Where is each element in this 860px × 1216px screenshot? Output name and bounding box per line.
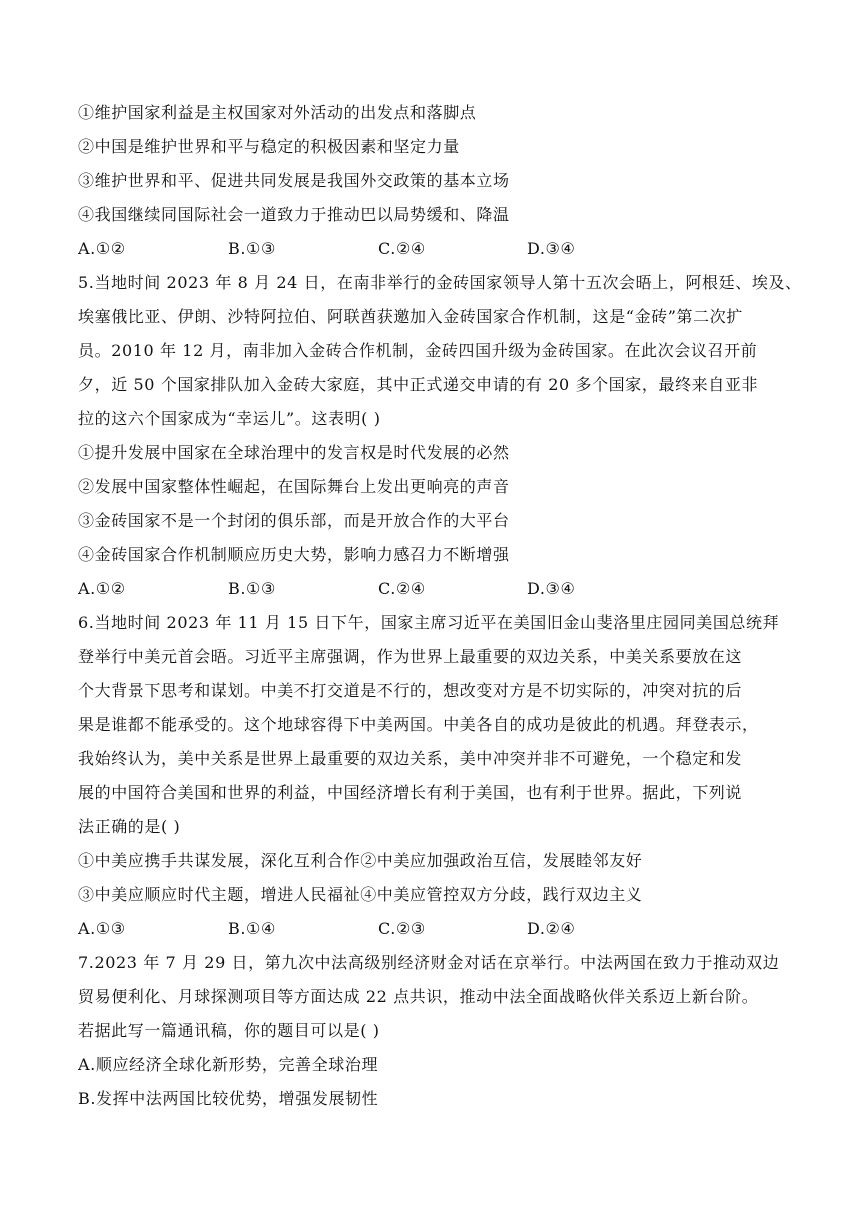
question-stem-line: 个大背景下思考和谋划。中美不打交道是不行的，想改变对方是不切实际的，冲突对抗的后 (78, 681, 743, 700)
question-stem-line: 5.当地时间 2023 年 8 月 24 日，在南非举行的金砖国家领导人第十五次会晤上，阿根廷、埃及、 (78, 273, 802, 292)
statement: ①维护国家利益是主权国家对外活动的出发点和落脚点 (78, 103, 477, 122)
question-stem-line: 若据此写一篇通讯稿，你的题目可以是( ) (78, 1021, 380, 1040)
question-6-block (78, 606, 802, 946)
question-stem-line: 夕，近 50 个国家排队加入金砖大家庭，其中正式递交申请的有 20 多个国家，最终来自亚非 (78, 375, 759, 394)
question-stem-line: 7.2023 年 7 月 29 日，第九次中法高级别经济财金对话在京举行。中法两国在致力于推动双边 (78, 953, 780, 972)
choice-d[interactable]: D.②④ (527, 919, 576, 938)
question-stem-line: 埃塞俄比亚、伊朗、沙特阿拉伯、阿联酋获邀加入金砖国家合作机制，这是“金砖”第二次扩 (78, 307, 743, 326)
question-stem-line: 员。2010 年 12 月，南非加入金砖合作机制，金砖四国升级为金砖国家。在此次会议召开前 (78, 341, 758, 360)
choice-d[interactable]: D.③④ (527, 239, 576, 258)
question-stem-line: 我始终认为，美中关系是世界上最重要的双边关系，美中冲突并非不可避免，一个稳定和发 (78, 749, 743, 768)
statement: ①中美应携手共谋发展，深化互利合作②中美应加强政治互信，发展睦邻友好 (78, 851, 643, 870)
choice-c[interactable]: C.②④ (378, 239, 426, 258)
statement: ④我国继续同国际社会一道致力于推动巴以局势缓和、降温 (78, 205, 510, 224)
choice-c[interactable]: C.②③ (378, 919, 426, 938)
question-stem-line: 果是谁都不能承受的。这个地球容得下中美两国。中美各自的成功是彼此的机遇。拜登表示， (78, 715, 759, 734)
statement: ①提升发展中国家在全球治理中的发言权是时代发展的必然 (78, 443, 510, 462)
statement: ④金砖国家合作机制顺应历史大势，影响力感召力不断增强 (78, 545, 510, 564)
choice-b[interactable]: B.①④ (228, 919, 276, 938)
answer-choices (78, 912, 802, 946)
question-stem-line: 登举行中美元首会晤。习近平主席强调，作为世界上最重要的双边关系，中美关系要放在这 (78, 647, 743, 666)
choice-a[interactable]: A.顺应经济全球化新形势，完善全球治理 (78, 1055, 379, 1074)
question-stem-line: 展的中国符合美国和世界的利益，中国经济增长有利于美国，也有利于世界。据此，下列说 (78, 783, 743, 802)
choice-a[interactable]: A.①② (78, 579, 126, 598)
choice-c[interactable]: C.②④ (378, 579, 426, 598)
choice-b[interactable]: B.发挥中法两国比较优势，增强发展韧性 (78, 1089, 379, 1108)
question-7-block (78, 946, 802, 1116)
question-4-block (78, 96, 802, 266)
statement: ③金砖国家不是一个封闭的俱乐部，而是开放合作的大平台 (78, 511, 510, 530)
answer-choices (78, 572, 802, 606)
statement: ②中国是维护世界和平与稳定的积极因素和坚定力量 (78, 137, 460, 156)
question-stem-line: 法正确的是( ) (78, 817, 181, 836)
question-stem-line: 6.当地时间 2023 年 11 月 15 日下午，国家主席习近平在美国旧金山斐洛里庄园同美国总统拜 (78, 613, 780, 632)
question-stem-line: 贸易便利化、月球探测项目等方面达成 22 点共识，推动中法全面战略伙伴关系迈上新台阶。 (78, 987, 759, 1006)
choice-d[interactable]: D.③④ (527, 579, 576, 598)
question-5-block (78, 266, 802, 606)
answer-choices (78, 232, 802, 266)
choice-b[interactable]: B.①③ (228, 239, 276, 258)
question-stem-line: 拉的这六个国家成为“幸运儿”。这表明( ) (78, 409, 381, 428)
statement: ②发展中国家整体性崛起，在国际舞台上发出更响亮的声音 (78, 477, 510, 496)
statement: ③中美应顺应时代主题，增进人民福祉④中美应管控双方分歧，践行双边主义 (78, 885, 643, 904)
exam-page (78, 96, 802, 1116)
statement: ③维护世界和平、促进共同发展是我国外交政策的基本立场 (78, 171, 510, 190)
choice-a[interactable]: A.①③ (78, 919, 126, 938)
choice-a[interactable]: A.①② (78, 239, 126, 258)
choice-b[interactable]: B.①③ (228, 579, 276, 598)
